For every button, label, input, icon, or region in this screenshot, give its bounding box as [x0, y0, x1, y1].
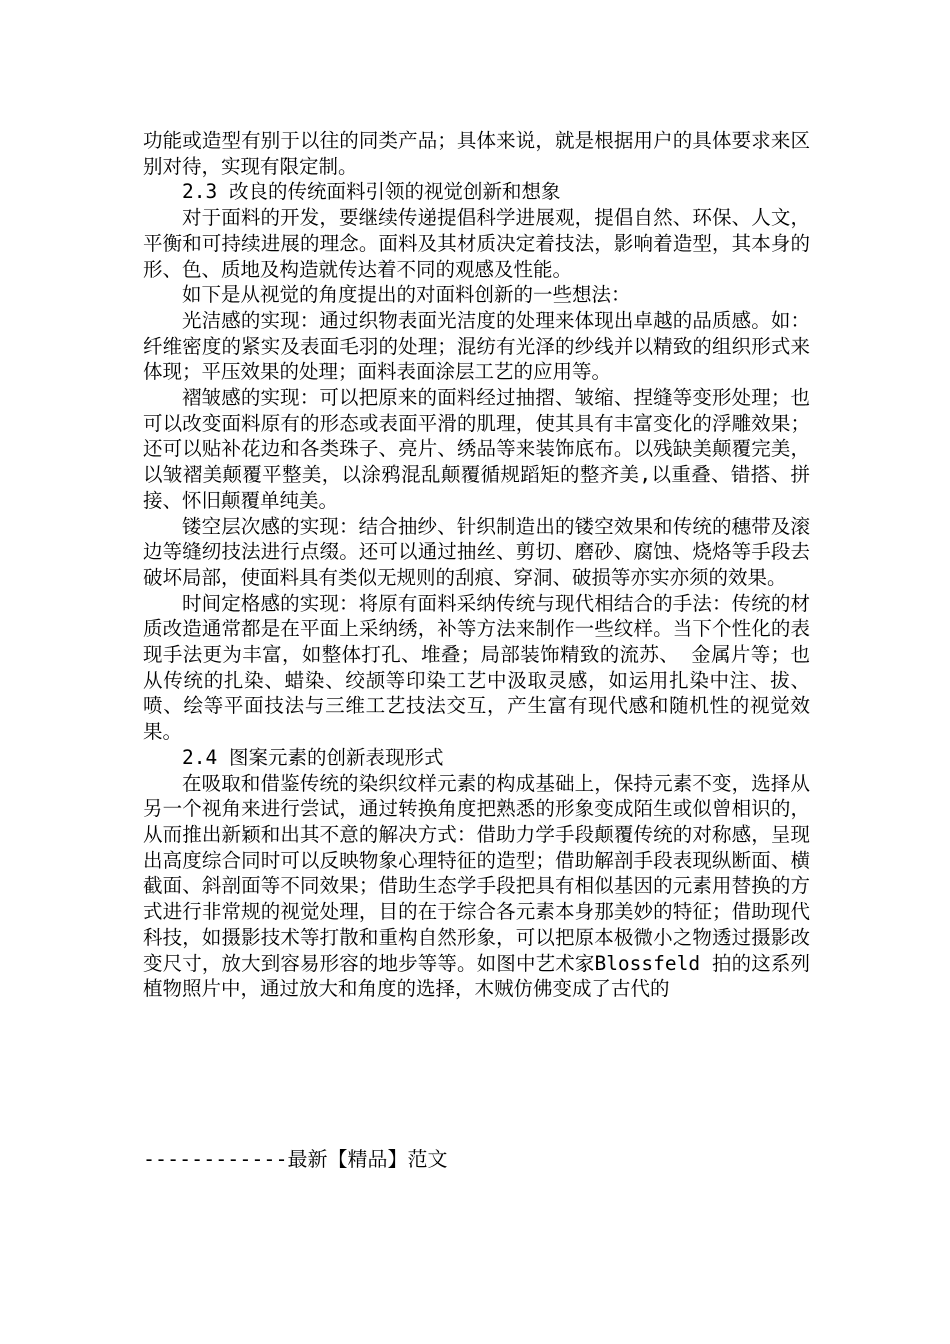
section-heading-2-3: 2.3 改良的传统面料引领的视觉创新和想象	[182, 180, 561, 204]
paragraph-glossiness: 光洁感的实现：通过织物表面光洁度的处理来体现出卓越的品质感。如：纤维密度的紧实及表面毛羽的处理；混纺有光泽的纱线并以精致的组织形式来体现；平压效果的处理；面料表面涂层工艺的应用等。	[143, 308, 810, 384]
paragraph-time-freeze: 时间定格感的实现：将原有面料采纳传统与现代相结合的手法：传统的材质改造通常都是在平面上采纳绣，补等方法来制作一些纹样。当下个性化的表现手法更为丰富，如整体打孔、堆叠；局部装饰精致的流苏、 金属片等；也从传统的扎染、蜡染、绞颉等印染工艺中汲取灵感，如运用扎染中注、拔、喷、绘等平面技法与三维工艺技法交互，产生富有现代感和随机性的视觉效果。	[143, 591, 810, 744]
paragraph-wrinkle: 褶皱感的实现：可以把原来的面料经过抽摺、皱缩、捏缝等变形处理；也可以改变面料原有的形态或表面平滑的肌理，使其具有丰富变化的浮雕效果；还可以贴补花边和各类珠子、亮片、绣品等来装饰底布。以残缺美颠覆完美，以皱褶美颠覆平整美，以涂鸦混乱颠覆循规蹈矩的整齐美,以重叠、错搭、拼接、怀旧颠覆单纯美。	[143, 386, 810, 512]
paragraph-pattern-innovation: 在吸取和借鉴传统的染织纹样元素的构成基础上，保持元素不变，选择从另一个视角来进行尝试，通过转换角度把熟悉的形象变成陌生或似曾相识的，从而推出新颖和出其不意的解决方式：借助力学手段颠覆传统的对称感，呈现出高度综合同时可以反映物象心理特征的造型；借助解剖手段表现纵断面、横截面、斜剖面等不同效果；借助生态学手段把具有相似基因的元素用替换的方式进行非常规的视觉处理，目的在于综合各元素本身那美妙的特征；借助现代科技，如摄影技术等打散和重构自然形象，可以把原本极微小之物透过摄影改变尺寸，放大到容易形容的地步等等。如图中艺术家Blossfeld 拍的这系列植物照片中，通过放大和角度的选择，木贼仿佛变成了古代的	[143, 771, 810, 1001]
paragraph-hollow-layering: 镂空层次感的实现：结合抽纱、针织制造出的镂空效果和传统的穗带及滚边等缝纫技法进行点缀。还可以通过抽丝、剪切、磨砂、腐蚀、烧烙等手段去破坏局部，使面料具有类似无规则的刮痕、穿洞、破损等亦实亦须的效果。	[143, 514, 810, 589]
document-body	[143, 128, 810, 1002]
paragraph-visual-ideas-intro: 如下是从视觉的角度提出的对面料创新的一些想法：	[182, 283, 631, 307]
section-heading-2-4: 2.4 图案元素的创新表现形式	[182, 745, 444, 769]
page-footer: ------------最新【精品】范文	[143, 1147, 448, 1171]
paragraph-fabric-development: 对于面料的开发，要继续传递提倡科学进展观，提倡自然、环保、人文，平衡和可持续进展的理念。面料及其材质决定着技法，影响着造型，其本身的形、色、质地及构造就传达着不同的观感及性能。	[143, 206, 810, 281]
paragraph-continued: 功能或造型有别于以往的同类产品；具体来说，就是根据用户的具体要求来区别对待，实现有限定制。	[143, 129, 810, 178]
